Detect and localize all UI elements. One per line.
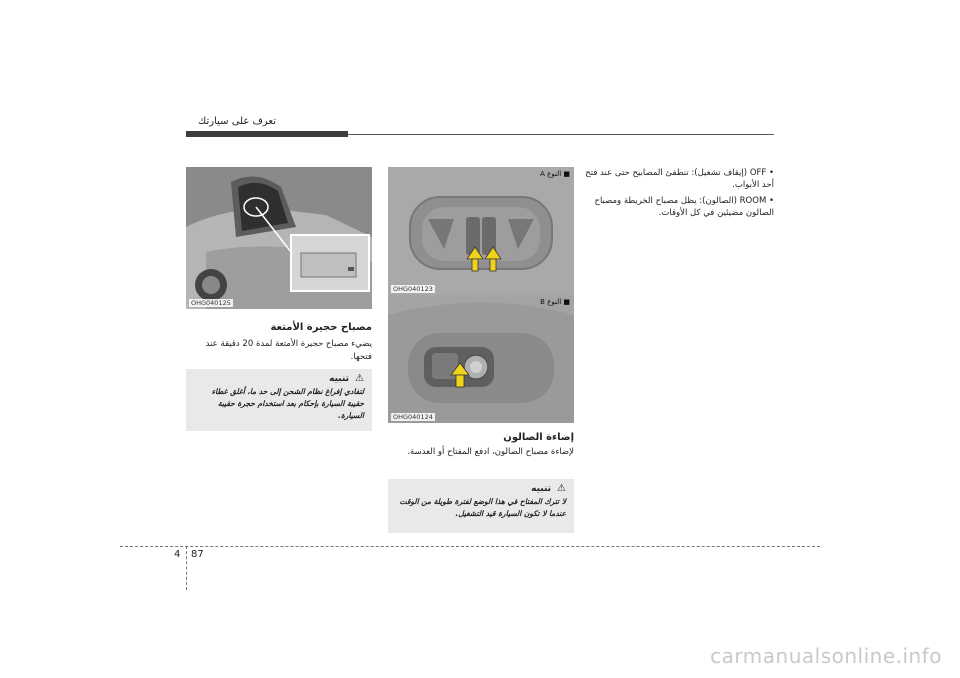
photo-type-b [388,295,574,423]
header-title: تعرف على سيارتك [198,116,276,127]
page-number: 87 [191,549,204,560]
list-item-room: • ROOM (الصالون): يظل مصباح الخريطة ومصباح الصالون مضيئين في كل الأوقات. [594,196,774,218]
trunk-light-title: مصباح حجيرة الأمتعة [270,322,372,333]
warning-icon: ⚠ [557,483,566,494]
mode-list [574,167,774,223]
room-lamp-text: لإضاءة مصباح الصالون، ادفع المفتاح أو العدسة. [407,447,574,457]
warning-icon: ⚠ [355,373,364,384]
chapter-number: 4 [174,549,181,560]
header-bar [186,131,348,137]
caution-heading: تنبيه [329,374,350,384]
photo-code: OHG040124 [393,413,433,421]
photo-label: ■ النوع A [540,170,570,178]
caution-box-left [186,369,372,431]
footer-rule [120,546,820,547]
trunk-illustration [186,167,372,309]
caution-heading: تنبيه [531,484,552,494]
photo-type-a [388,167,574,295]
caution-box-right [388,479,574,533]
footer-divider [186,546,187,590]
caution-text: لا تترك المفتاح في هذا الوضع لفترة طويلة من الوقت عندما لا تكون السيارة قيد التشغيل. [399,497,566,518]
watermark: carmanualsonline.info [710,644,942,668]
list-item-off: • OFF (إيقاف تشغيل): تنطفئ المصابيح حتى عند فتح أحد الأبواب. [585,168,774,190]
trunk-light-text: يضيء مصباح حجيرة الأمتعة لمدة 20 دقيقة عند فتحها. [205,339,372,362]
room-lamp-a-illustration [388,167,574,295]
room-lamp-b-illustration [388,295,574,423]
photo-label: ■ النوع B [540,298,570,306]
photo-code: OHG040123 [393,285,433,293]
trunk-photo [186,167,372,309]
room-lamp-title: إضاءة الصالون [503,432,574,443]
caution-text: لتفادي إفراغ نظام الشحن إلى حد ما، أغلق غطاء حقيبة السيارة بإحكام بعد استخدام حجرة حقيبة السيارة. [211,387,364,420]
photo-code: OHG040125 [191,299,231,307]
